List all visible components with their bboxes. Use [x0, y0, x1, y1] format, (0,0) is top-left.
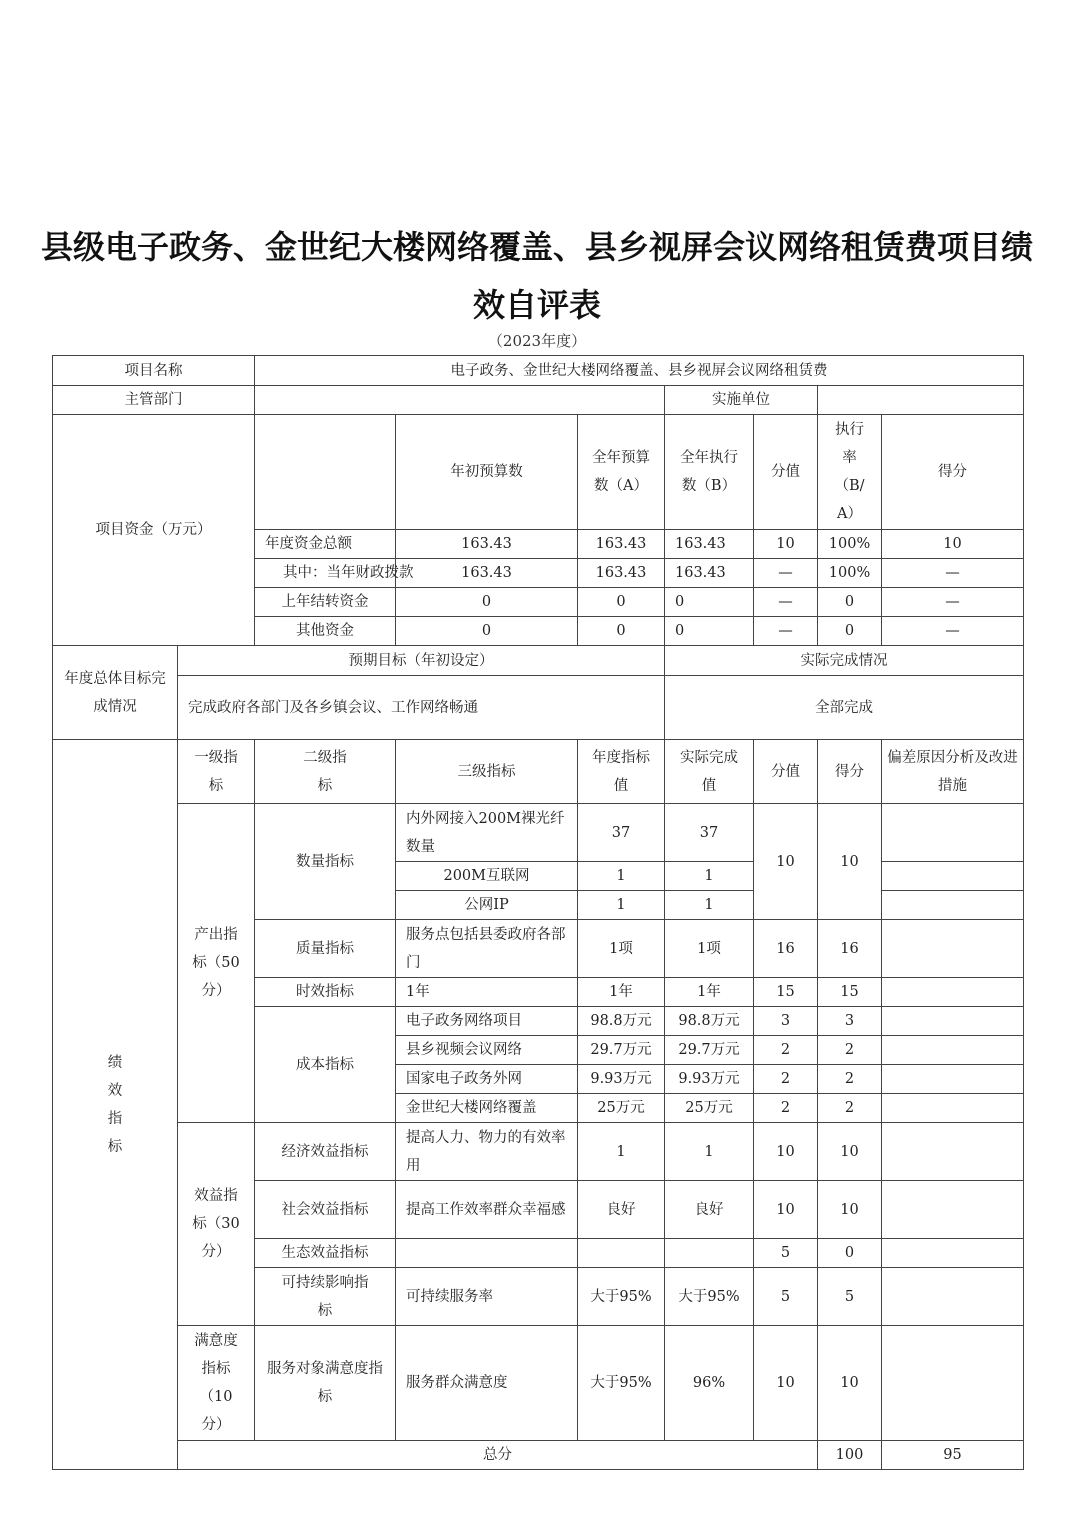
funds-row-label: 其他资金	[255, 617, 396, 646]
goals-expected-label: 预期目标（年初设定）	[178, 646, 665, 676]
funds-cell: —	[754, 559, 818, 588]
indicator-name: 服务点包括县委政府各部门	[396, 920, 578, 978]
indicator-got: 2	[818, 1036, 882, 1065]
funds-cell: 0	[818, 617, 882, 646]
output-label: 产出指标（50分）	[178, 804, 255, 1123]
benefit-label: 效益指标（30分）	[178, 1123, 255, 1326]
indicator-got: 10	[818, 804, 882, 920]
indicator-got: 10	[818, 1181, 882, 1239]
perf-header: 实际完成值	[665, 740, 754, 804]
deviation-cell	[882, 1123, 1024, 1181]
indicator-actual: 9.93万元	[665, 1065, 754, 1094]
total-got: 95	[882, 1441, 1024, 1470]
evaluation-table	[52, 355, 1024, 1470]
indicator-name	[396, 1239, 578, 1268]
funds-cell: 0	[665, 588, 754, 617]
indicator-score: 10	[754, 804, 818, 920]
cost-label: 成本指标	[255, 1007, 396, 1123]
funds-header: 全年执行数（B）	[665, 415, 754, 530]
deviation-cell	[882, 1239, 1024, 1268]
funds-row-label: 上年结转资金	[255, 588, 396, 617]
deviation-cell	[882, 920, 1024, 978]
indicator-actual: 98.8万元	[665, 1007, 754, 1036]
quality-label: 质量指标	[255, 920, 396, 978]
indicator-actual: 1	[665, 891, 754, 920]
indicator-score: 2	[754, 1065, 818, 1094]
indicator-got: 2	[818, 1094, 882, 1123]
funds-cell: 100%	[818, 530, 882, 559]
indicator-actual: 1年	[665, 978, 754, 1007]
perf-header: 得分	[818, 740, 882, 804]
satisfaction-label: 满意度指标（10分）	[178, 1326, 255, 1441]
total-score: 100	[818, 1441, 882, 1470]
funds-cell: 163.43	[665, 559, 754, 588]
deviation-cell	[882, 1326, 1024, 1441]
funds-cell: 0	[396, 588, 578, 617]
funds-cell: 10	[882, 530, 1024, 559]
indicator-name: 县乡视频会议网络	[396, 1036, 578, 1065]
indicator-score: 10	[754, 1326, 818, 1441]
indicator-got: 15	[818, 978, 882, 1007]
indicator-target: 1年	[578, 978, 665, 1007]
deviation-cell	[882, 1268, 1024, 1326]
funds-header: 得分	[882, 415, 1024, 530]
perf-header: 年度指标值	[578, 740, 665, 804]
deviation-cell	[882, 1065, 1024, 1094]
indicator-target: 1项	[578, 920, 665, 978]
indicator-name: 200M互联网	[396, 862, 578, 891]
indicator-got: 3	[818, 1007, 882, 1036]
indicator-actual: 大于95%	[665, 1268, 754, 1326]
funds-cell: 10	[754, 530, 818, 559]
indicator-target	[578, 1239, 665, 1268]
funds-cell: 0	[396, 617, 578, 646]
indicator-score: 2	[754, 1094, 818, 1123]
funds-header: 年初预算数	[396, 415, 578, 530]
indicator-target: 29.7万元	[578, 1036, 665, 1065]
deviation-cell	[882, 1181, 1024, 1239]
indicator-name: 公网IP	[396, 891, 578, 920]
indicator-target: 9.93万元	[578, 1065, 665, 1094]
indicator-got: 16	[818, 920, 882, 978]
indicator-name: 提高工作效率群众幸福感	[396, 1181, 578, 1239]
funds-row-label: 其中：当年财政拨款	[255, 559, 396, 588]
funds-cell: —	[754, 588, 818, 617]
indicator-actual: 1	[665, 862, 754, 891]
indicator-actual: 29.7万元	[665, 1036, 754, 1065]
indicator-target: 大于95%	[578, 1268, 665, 1326]
funds-cell: —	[882, 588, 1024, 617]
goals-actual-value: 全部完成	[665, 676, 1024, 740]
indicator-got: 10	[818, 1123, 882, 1181]
indicator-score: 16	[754, 920, 818, 978]
funds-cell: 0	[578, 588, 665, 617]
funds-cell: —	[754, 617, 818, 646]
funds-cell: —	[882, 559, 1024, 588]
indicator-actual: 96%	[665, 1326, 754, 1441]
indicator-score: 5	[754, 1239, 818, 1268]
indicator-name: 1年	[396, 978, 578, 1007]
satisfaction-sub-label: 服务对象满意度指标	[255, 1326, 396, 1441]
deviation-cell	[882, 978, 1024, 1007]
indicator-actual: 良好	[665, 1181, 754, 1239]
indicator-score: 10	[754, 1123, 818, 1181]
indicator-name: 服务群众满意度	[396, 1326, 578, 1441]
funds-cell: 163.43	[396, 530, 578, 559]
benefit-sub-label: 生态效益指标	[255, 1239, 396, 1268]
funds-cell: 0	[578, 617, 665, 646]
funds-cell: 0	[818, 588, 882, 617]
impl-label: 实施单位	[665, 386, 818, 415]
funds-header: 执行率（B/A）	[818, 415, 882, 530]
indicator-got: 0	[818, 1239, 882, 1268]
indicator-actual: 1项	[665, 920, 754, 978]
funds-cell: —	[882, 617, 1024, 646]
funds-cell: 100%	[818, 559, 882, 588]
indicator-got: 5	[818, 1268, 882, 1326]
perf-header: 一级指标	[178, 740, 255, 804]
dept-value	[255, 386, 665, 415]
indicator-name: 提高人力、物力的有效率用	[396, 1123, 578, 1181]
funds-cell: 163.43	[578, 559, 665, 588]
indicator-name: 可持续服务率	[396, 1268, 578, 1326]
indicator-name: 内外网接入200M裸光纤数量	[396, 804, 578, 862]
indicator-score: 3	[754, 1007, 818, 1036]
quantity-label: 数量指标	[255, 804, 396, 920]
funds-header: 全年预算数（A）	[578, 415, 665, 530]
funds-label: 项目资金（万元）	[53, 415, 255, 646]
indicator-score: 5	[754, 1268, 818, 1326]
indicator-actual: 25万元	[665, 1094, 754, 1123]
deviation-cell	[882, 862, 1024, 891]
deviation-cell	[882, 1094, 1024, 1123]
impl-value	[818, 386, 1024, 415]
total-label: 总分	[178, 1441, 818, 1470]
indicator-name: 电子政务网络项目	[396, 1007, 578, 1036]
page-title: 县级电子政务、金世纪大楼网络覆盖、县乡视屏会议网络租赁费项目绩效自评表	[40, 228, 1033, 324]
indicator-got: 2	[818, 1065, 882, 1094]
funds-row-label: 年度资金总额	[255, 530, 396, 559]
perf-header: 三级指标	[396, 740, 578, 804]
benefit-sub-label: 社会效益指标	[255, 1181, 396, 1239]
timeliness-label: 时效指标	[255, 978, 396, 1007]
perf-label: 绩效指标	[53, 740, 178, 1470]
indicator-target: 1	[578, 862, 665, 891]
project-name-value: 电子政务、金世纪大楼网络覆盖、县乡视屏会议网络租赁费	[255, 356, 1024, 386]
indicator-target: 37	[578, 804, 665, 862]
indicator-actual: 37	[665, 804, 754, 862]
perf-header: 二级指标	[255, 740, 396, 804]
indicator-got: 10	[818, 1326, 882, 1441]
dept-label: 主管部门	[53, 386, 255, 415]
indicator-name: 国家电子政务外网	[396, 1065, 578, 1094]
indicator-target: 良好	[578, 1181, 665, 1239]
funds-cell: 0	[665, 617, 754, 646]
indicator-score: 10	[754, 1181, 818, 1239]
deviation-cell	[882, 1007, 1024, 1036]
funds-header: 分值	[754, 415, 818, 530]
project-name-label: 项目名称	[53, 356, 255, 386]
indicator-name: 金世纪大楼网络覆盖	[396, 1094, 578, 1123]
deviation-cell	[882, 1036, 1024, 1065]
indicator-target: 98.8万元	[578, 1007, 665, 1036]
funds-cell: 163.43	[396, 559, 578, 588]
indicator-target: 大于95%	[578, 1326, 665, 1441]
perf-header: 分值	[754, 740, 818, 804]
benefit-sub-label: 可持续影响指标	[255, 1268, 396, 1326]
funds-cell: 163.43	[665, 530, 754, 559]
perf-header: 偏差原因分析及改进措施	[882, 740, 1024, 804]
funds-cell: 163.43	[578, 530, 665, 559]
goals-label: 年度总体目标完成情况	[53, 646, 178, 740]
deviation-cell	[882, 891, 1024, 920]
goals-expected-value: 完成政府各部门及各乡镇会议、工作网络畅通	[178, 676, 665, 740]
indicator-score: 15	[754, 978, 818, 1007]
indicator-actual: 1	[665, 1123, 754, 1181]
deviation-cell	[882, 804, 1024, 862]
indicator-target: 1	[578, 1123, 665, 1181]
funds-header	[255, 415, 396, 530]
benefit-sub-label: 经济效益指标	[255, 1123, 396, 1181]
indicator-actual	[665, 1239, 754, 1268]
indicator-score: 2	[754, 1036, 818, 1065]
indicator-target: 1	[578, 891, 665, 920]
year-label: （2023年度）	[487, 332, 587, 350]
indicator-target: 25万元	[578, 1094, 665, 1123]
goals-actual-label: 实际完成情况	[665, 646, 1024, 676]
